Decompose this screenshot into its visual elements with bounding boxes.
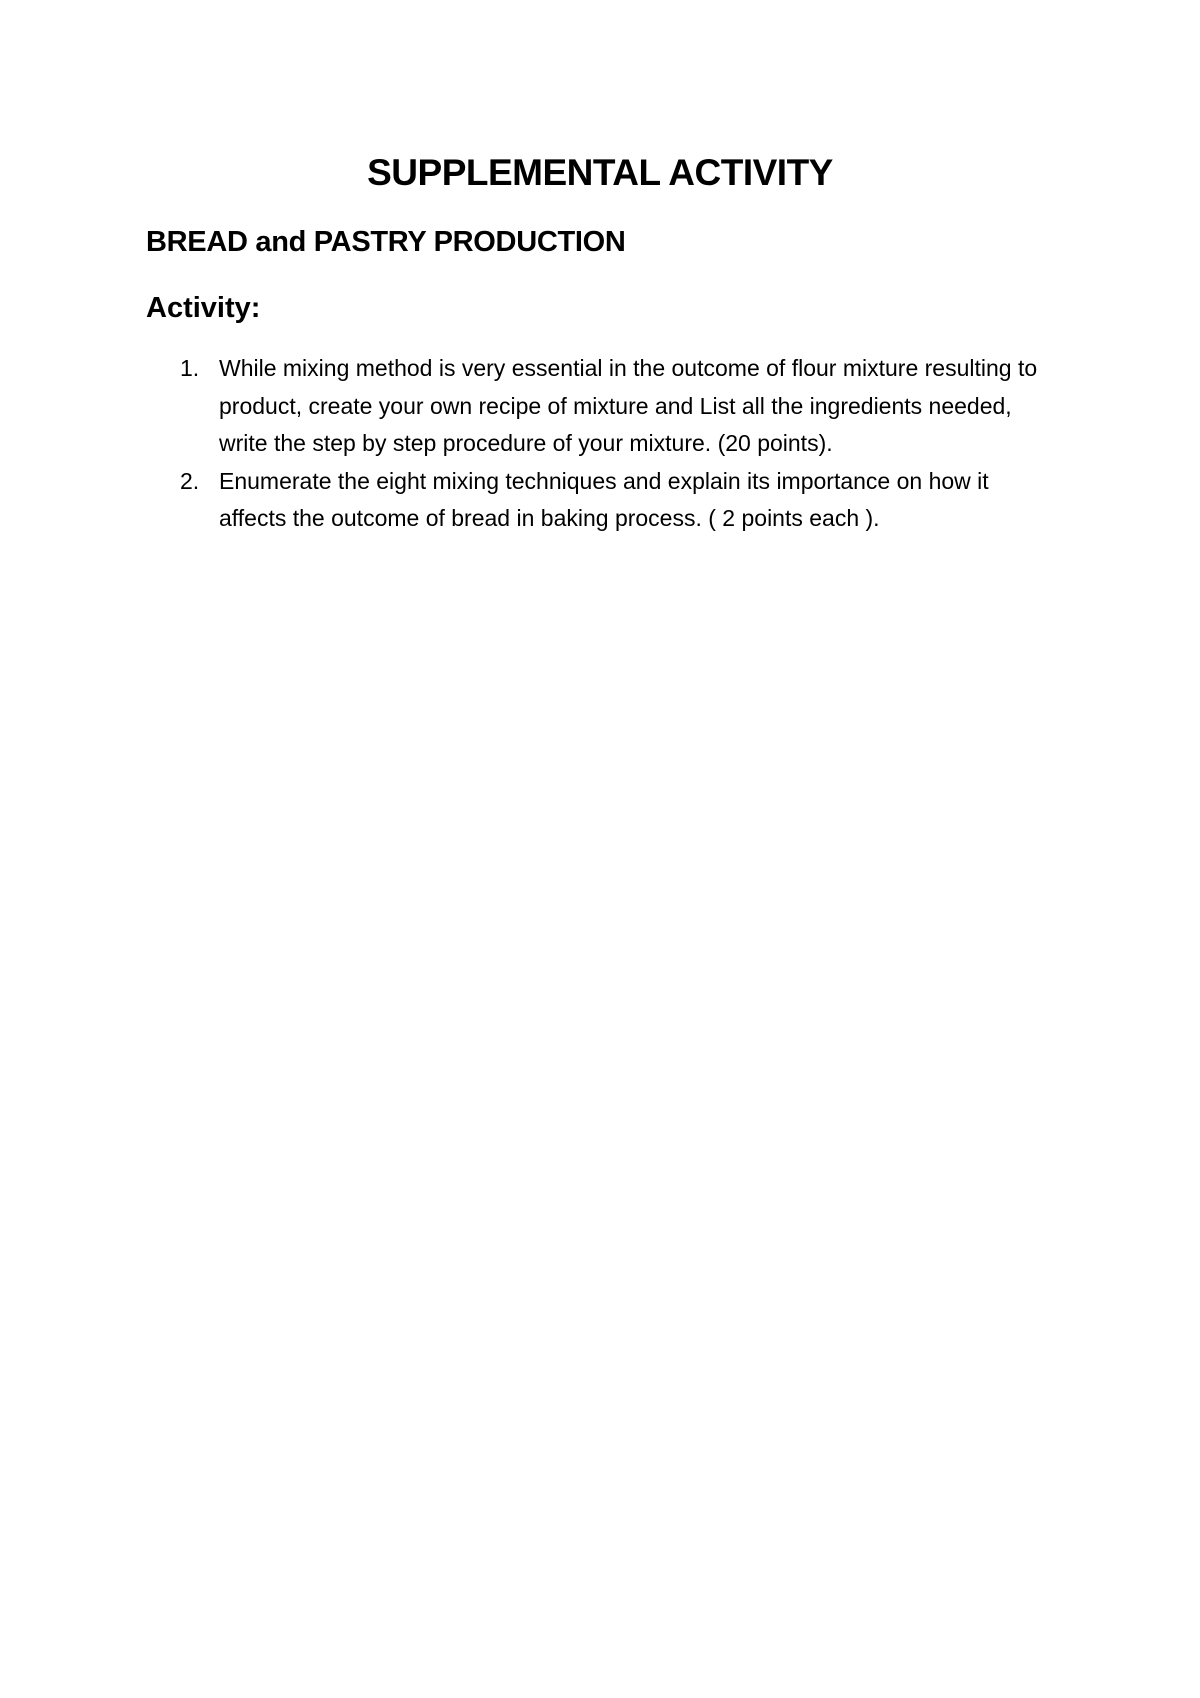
- document-title: SUPPLEMENTAL ACTIVITY: [367, 152, 833, 193]
- list-item-number: 1.: [180, 355, 200, 381]
- activity-list: [0, 350, 1200, 538]
- subject-heading: BREAD and PASTRY PRODUCTION: [146, 226, 626, 258]
- list-item-text: Enumerate the eight mixing techniques and explain its importance on how it affects the outcome of bread in baking process. ( 2 points each ).: [219, 467, 989, 531]
- list-item: [0, 350, 1049, 463]
- activity-heading: Activity:: [146, 292, 261, 324]
- list-item-number: 2.: [180, 467, 200, 494]
- list-item: [0, 463, 1049, 538]
- list-item-text: While mixing method is very essential in the outcome of flour mixture resulting to product, create your own recipe of mixture and List all the ingredients needed, write the step by step procedure of your mixture. (20 points).: [219, 355, 1038, 456]
